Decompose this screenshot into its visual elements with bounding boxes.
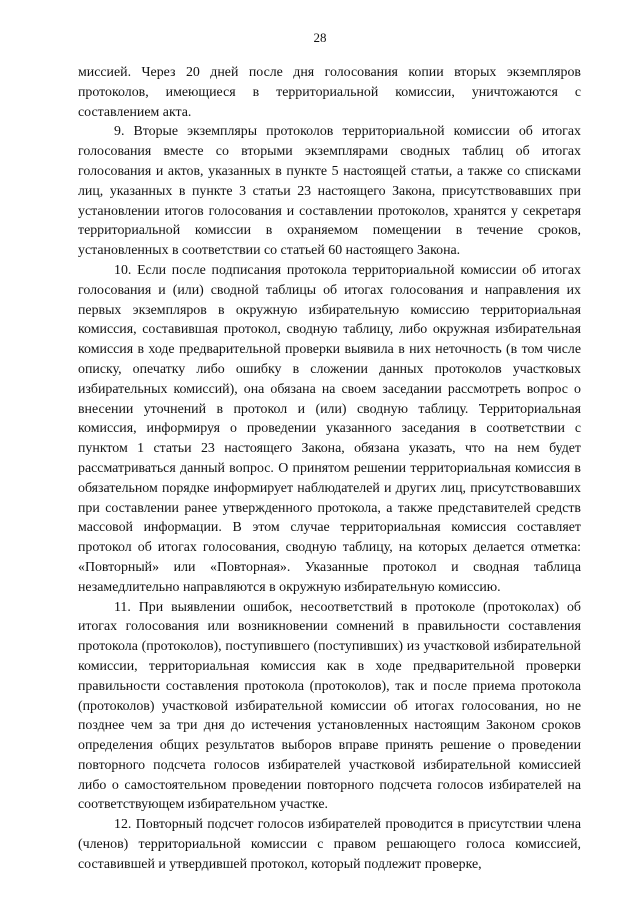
paragraph-item-10: 10. Если после подписания протокола территориальной комиссии об итогах голосования и (или) сводной таблицы об итогах голосования и направления их первых экземпляров в окружную избирательную комиссию территориальная комиссия, составившая протокол, сводную таблицу, либо окружная избирательная комиссия в ходе предварительной проверки выявила в них неточность (в том числе описку, опечатку либо ошибку в сложении данных протоколов участковых избирательных комиссий), она обязана на своем заседании рассмотреть вопрос о внесении уточнений в протокол и (или) сводную таблицу. Территориальная комиссия, информируя о проведении указанного заседания в соответствии с пунктом 1 статьи 23 настоящего Закона, обязана указать, что на нем будет рассматриваться данный вопрос. О принятом решении территориальная комиссия в обязательном порядке информирует наблюдателей и других лиц, присутствовавших при составлении ранее утвержденного протокола, а также представителей средств массовой информации. В этом случае территориальная комиссия составляет протокол об итогах голосования, сводную таблицу, на которых делается отметка: «Повторный» или «Повторная». Указанные протокол и сводная таблица незамедлительно направляются в окружную избирательную комиссию. bbox=[78, 262, 581, 595]
paragraph-continuation: миссией. Через 20 дней после дня голосования копии вторых экземпляров протоколов, имеющиеся в территориальной комиссии, уничтожаются с составлением акта. bbox=[78, 65, 581, 120]
paragraph-item-9: 9. Вторые экземпляры протоколов территориальной комиссии об итогах голосования вместе со вторыми экземплярами сводных таблиц об итогах голосования и актов, указанных в пункте 5 настоящей статьи, а также со списками лиц, указанных в пункте 3 статьи 23 настоящего Закона, присутствовавших при установлении итогов голосования и составлении протоколов, хранятся у секретаря территориальной комиссии в охраняемом помещении в течение сроков, установленных в соответствии со статьей 60 настоящего Закона. bbox=[78, 124, 581, 259]
paragraph-item-12: 12. Повторный подсчет голосов избирателей проводится в присутствии члена (членов) территориальной комиссии с правом решающего голоса комиссией, составившей и утвердившей протокол, который подлежит проверке, bbox=[78, 817, 581, 872]
page-number: 28 bbox=[313, 30, 327, 45]
paragraph-item-11: 11. При выявлении ошибок, несоответствий в протоколе (протоколах) об итогах голосования или возникновении сомнений в правильности составления протокола (протоколов), поступившего (поступивших) из участковой избирательной комиссии, территориальная комиссия как в ходе предварительной проверки правильности составления протокола (протоколов), так и после приема протокола (протоколов) участковой избирательной комиссии об итогах голосования, но не позднее чем за три дня до истечения установленных настоящим Законом сроков определения общих результатов выборов вправе принять решение о проведении повторного подсчета голосов избирателей участковой избирательной комиссией либо о самостоятельном проведении повторного подсчета голосов избирателей на соответствующем избирательном участке. bbox=[78, 599, 581, 813]
document-body bbox=[78, 63, 581, 875]
